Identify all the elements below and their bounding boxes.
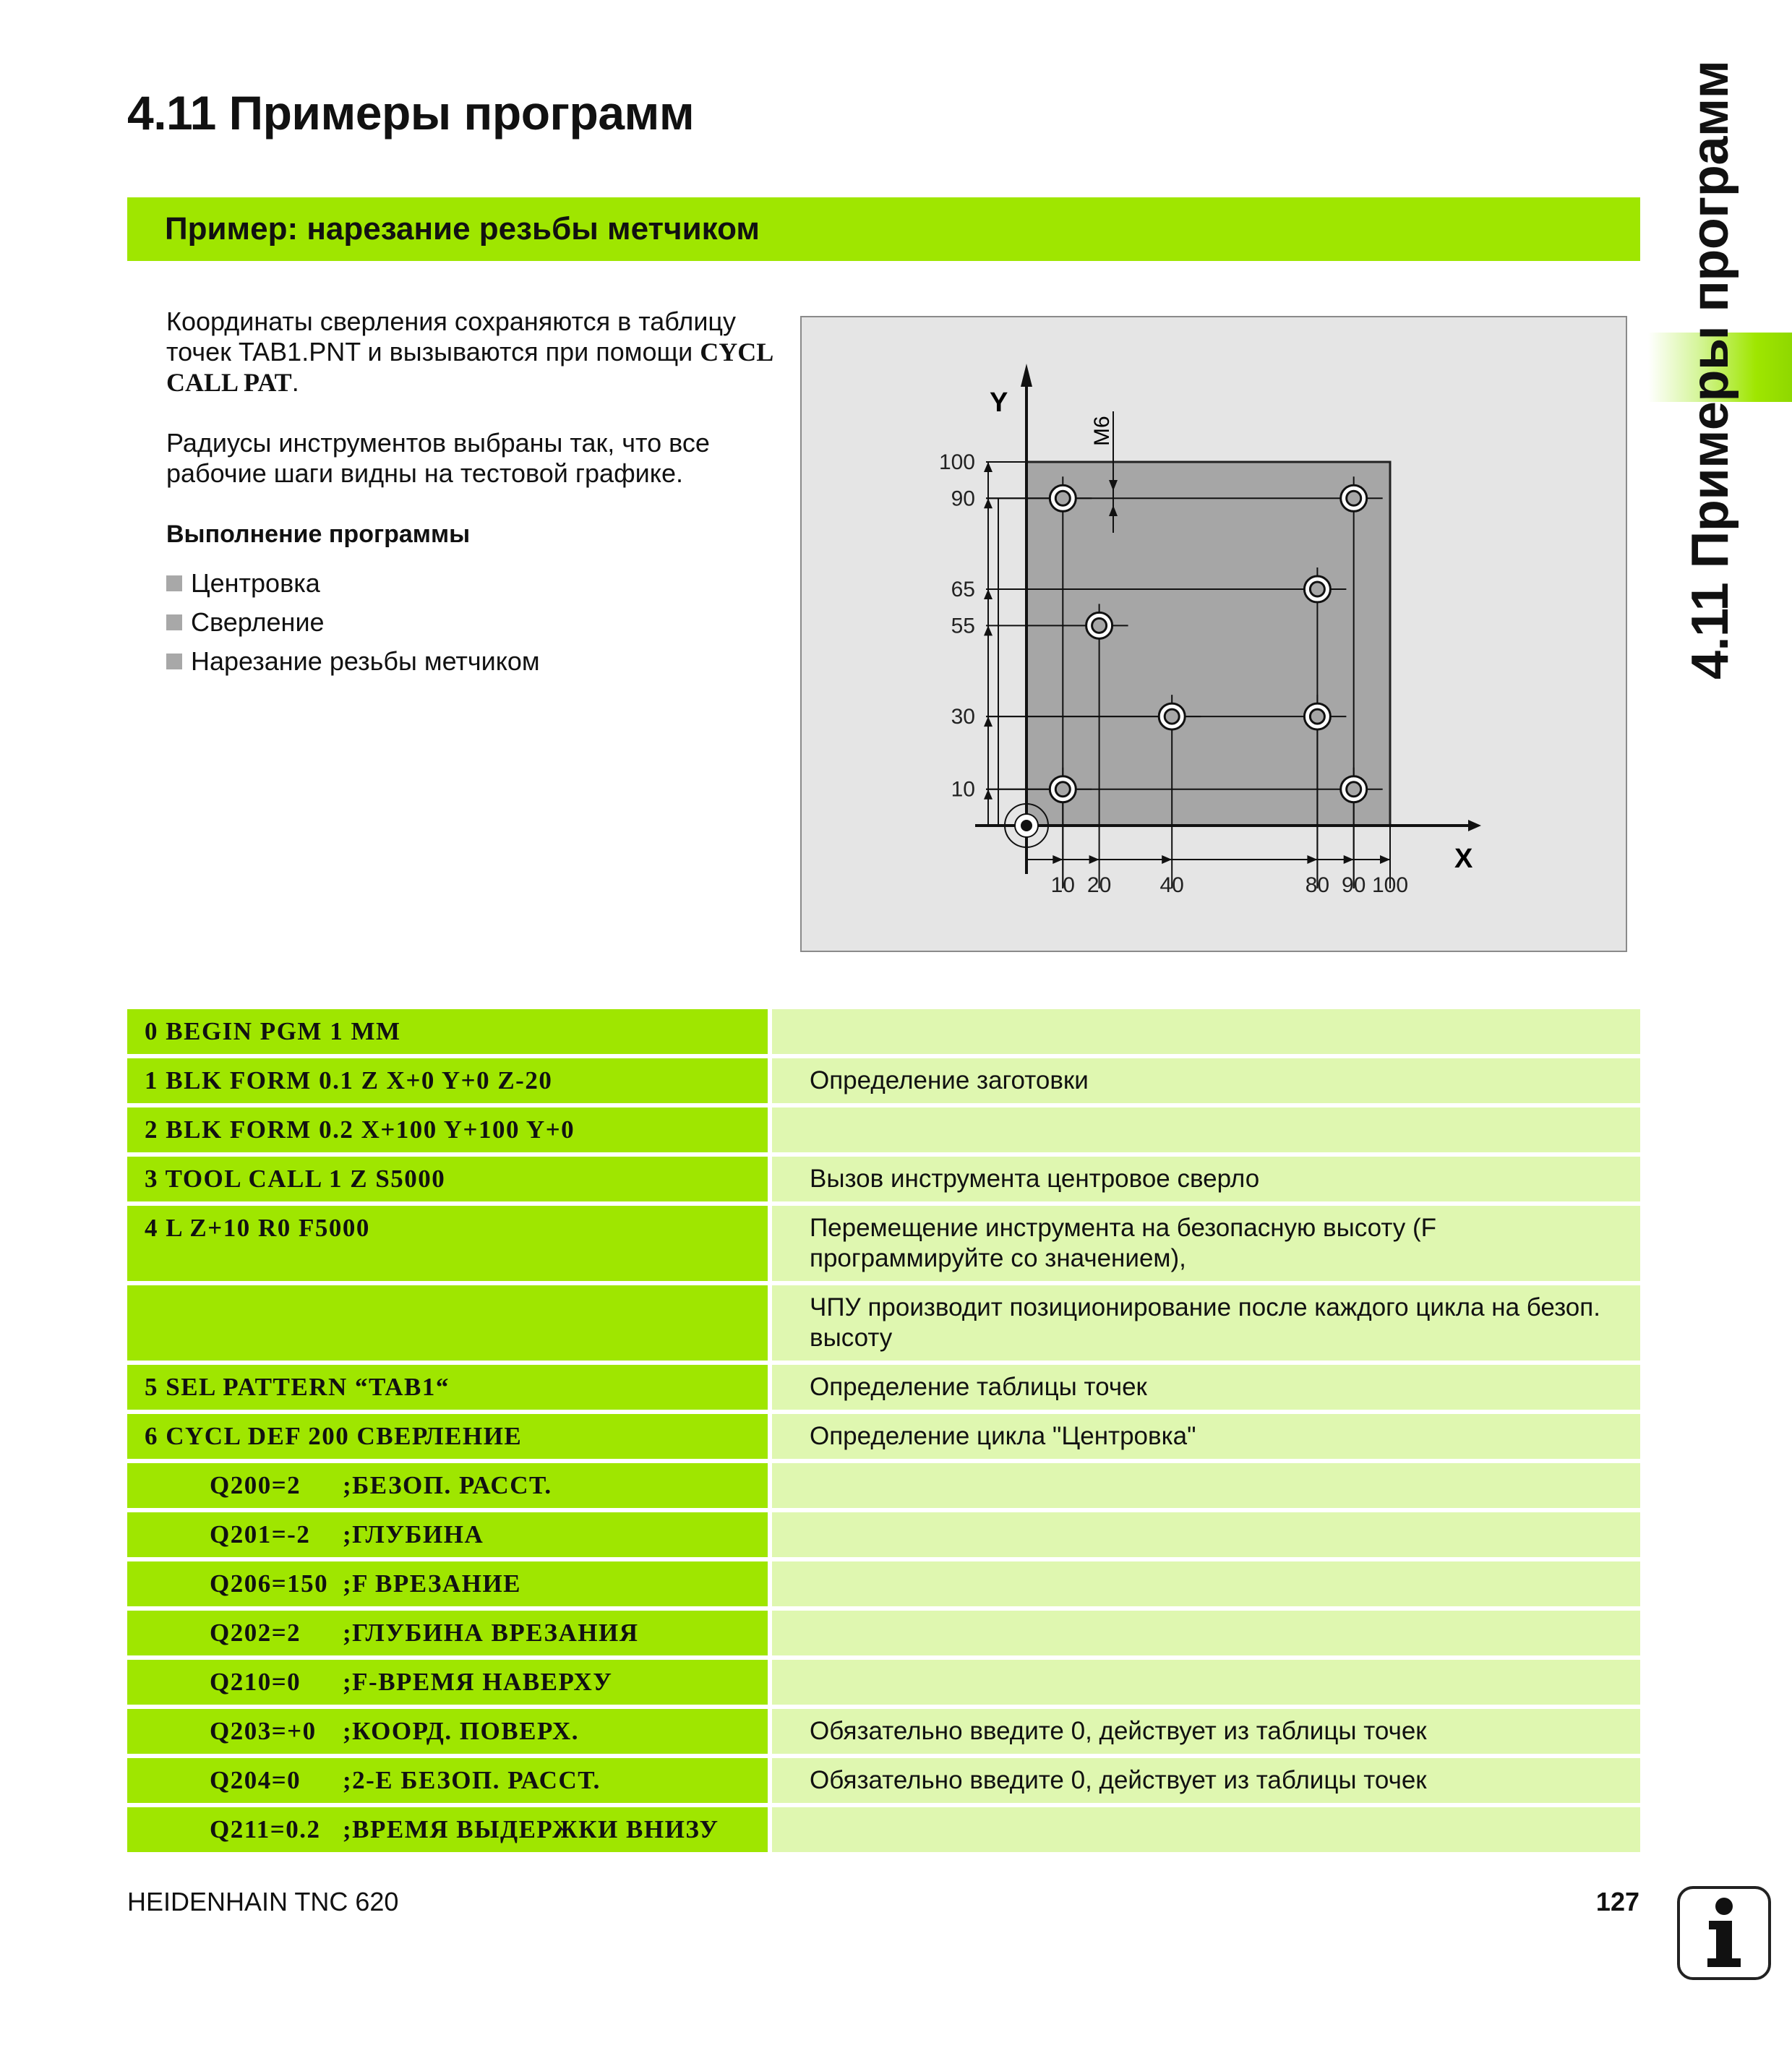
program-comment: Определение таблицы точек [772,1365,1640,1410]
dimension-arrow-icon [984,625,993,635]
program-row [127,1285,1640,1361]
intro-paragraph-1 [166,307,788,398]
program-comment: Определение заготовки [772,1058,1640,1103]
drilling-diagram [800,316,1627,952]
x-axis-arrow-icon [1468,820,1481,831]
program-code: 5 SEL PATTERN “TAB1“ [127,1365,768,1410]
program-comment [772,1561,1640,1606]
y-tick-label: 65 [951,578,975,602]
info-glyph-icon [1680,1889,1768,1977]
program-comment: ЧПУ производит позиционирование после каждого цикла на безоп. высоту [772,1285,1640,1361]
hole-inner-icon [1347,491,1361,505]
parameter-comment: ;БЕЗОП. РАССТ. [343,1471,552,1499]
diagram-canvas [802,317,1629,954]
bullet-square-icon [166,575,182,591]
hole-inner-icon [1310,709,1324,724]
program-row [127,1758,1640,1803]
step-item [166,642,788,681]
program-code [127,1758,768,1803]
program-row [127,1807,1640,1852]
dimension-arrow-icon [1344,855,1354,864]
hole-inner-icon [1055,782,1070,797]
dimension-arrow-icon [1380,855,1390,864]
hole-inner-icon [1310,582,1324,596]
y-axis-label: Y [990,387,1008,418]
step-label: Сверление [191,607,325,637]
program-comment [772,1611,1640,1655]
x-tick-label: 20 [1086,873,1112,897]
step-label: Центровка [191,568,320,598]
program-code [127,1660,768,1705]
hole-inner-icon [1165,709,1179,724]
parameter-assignment: Q206=150 [210,1569,329,1598]
program-row [127,1009,1640,1054]
section-header [127,197,1640,261]
program-code: 1 BLK FORM 0.1 Z X+0 Y+0 Z-20 [127,1058,768,1103]
x-tick-label: 10 [1050,873,1075,897]
program-comment: Определение цикла "Центровка" [772,1414,1640,1459]
y-tick-label: 30 [951,705,975,729]
parameter-assignment: Q201=-2 [210,1520,311,1548]
program-row [127,1709,1640,1754]
program-comment [772,1660,1640,1705]
bullet-square-icon [166,654,182,669]
thread-label: M6 [1090,416,1114,446]
program-code [127,1512,768,1557]
section-title: Пример: нарезание резьбы метчиком [165,211,760,247]
parameter-comment: ;2-Е БЕЗОП. РАССТ. [343,1766,601,1794]
x-tick-label: 80 [1305,873,1330,897]
footer-page-number: 127 [1595,1887,1639,1916]
program-code: 6 CYCL DEF 200 СВЕРЛЕНИЕ [127,1414,768,1459]
x-tick-label: 90 [1342,873,1366,897]
dimension-arrow-icon [984,716,993,727]
parameter-assignment: Q203=+0 [210,1717,317,1745]
y-tick-label: 55 [951,614,975,638]
program-comment [772,1009,1640,1054]
parameter-comment: ;ВРЕМЯ ВЫДЕРЖКИ ВНИЗУ [343,1815,719,1843]
page-title: 4.11 Примеры программ [127,86,695,140]
workpiece-plate [1026,462,1390,826]
execution-title: Выполнение программы [166,520,471,548]
program-code [127,1611,768,1655]
parameter-assignment: Q211=0.2 [210,1815,321,1843]
program-code: 4 L Z+10 R0 F5000 [127,1206,768,1281]
program-comment: Вызов инструмента центровое сверло [772,1157,1640,1201]
y-tick-label: 90 [951,487,975,511]
footer-product: HEIDENHAIN TNC 620 [127,1887,399,1916]
program-row [127,1058,1640,1103]
program-code [127,1807,768,1852]
intro-text [166,307,788,681]
program-listing [127,1009,1640,1856]
program-code: 3 TOOL CALL 1 Z S5000 [127,1157,768,1201]
program-row [127,1414,1640,1459]
parameter-comment: ;КООРД. ПОВЕРХ. [343,1717,580,1745]
program-comment: Обязательно введите 0, действует из таблицы точек [772,1758,1640,1803]
program-row [127,1463,1640,1508]
y-tick-label: 100 [938,450,975,474]
hole-inner-icon [1347,782,1361,797]
parameter-assignment: Q200=2 [210,1471,301,1499]
program-comment [772,1463,1640,1508]
parameter-comment: ;ГЛУБИНА ВРЕЗАНИЯ [343,1619,639,1647]
dimension-arrow-icon [1053,855,1063,864]
parameter-comment: ;F ВРЕЗАНИЕ [343,1569,522,1598]
hole-inner-icon [1055,491,1070,505]
dimension-arrow-icon [1089,855,1099,864]
bullet-square-icon [166,614,182,630]
program-comment [772,1107,1640,1152]
program-row [127,1561,1640,1606]
program-row [127,1157,1640,1201]
program-row [127,1107,1640,1152]
program-code: 0 BEGIN PGM 1 MM [127,1009,768,1054]
origin-dot-icon [1021,820,1032,831]
parameter-comment: ;F-ВРЕМЯ НАВЕРХУ [343,1668,613,1696]
step-item [166,564,788,603]
step-label: Нарезание резьбы метчиком [191,646,540,676]
program-row [127,1660,1640,1705]
program-comment [772,1807,1640,1852]
execution-steps [166,564,788,681]
program-row [127,1611,1640,1655]
program-code: 2 BLK FORM 0.2 X+100 Y+100 Y+0 [127,1107,768,1152]
program-comment [772,1512,1640,1557]
parameter-comment: ;ГЛУБИНА [343,1520,484,1548]
y-tick-label: 10 [951,777,975,802]
x-tick-label: 100 [1371,873,1409,897]
program-row [127,1512,1640,1557]
dimension-arrow-icon [984,789,993,800]
dimension-arrow-icon [1162,855,1172,864]
program-code [127,1709,768,1754]
dimension-arrow-icon [984,462,993,472]
side-chapter-title: 4.11 Примеры программ [1681,60,1739,680]
program-code [127,1285,768,1361]
dimension-arrow-icon [984,589,993,599]
intro-p1-code: CYCL CALL PAT [166,338,773,397]
intro-p1-text: Координаты сверления сохраняются в таблицу точек TAB1.PNT и вызываются при помощи [166,307,737,367]
hole-inner-icon [1092,618,1107,633]
dimension-arrow-icon [1307,855,1317,864]
program-row [127,1365,1640,1410]
dimension-arrow-icon [984,498,993,508]
intro-p1-end: . [291,367,299,397]
program-comment: Перемещение инструмента на безопасную высоту (F программируйте со значением), [772,1206,1640,1281]
parameter-assignment: Q202=2 [210,1619,301,1647]
program-row [127,1206,1640,1281]
parameter-assignment: Q204=0 [210,1766,301,1794]
y-axis-arrow-icon [1021,364,1032,387]
program-code [127,1463,768,1508]
parameter-assignment: Q210=0 [210,1668,301,1696]
program-code [127,1561,768,1606]
x-axis-label: X [1454,844,1473,874]
program-comment: Обязательно введите 0, действует из таблицы точек [772,1709,1640,1754]
info-icon[interactable] [1677,1886,1771,1980]
x-tick-label: 40 [1159,873,1184,897]
intro-paragraph-2: Радиусы инструментов выбраны так, что все рабочие шаги видны на тестовой графике. [166,428,710,488]
step-item [166,603,788,642]
